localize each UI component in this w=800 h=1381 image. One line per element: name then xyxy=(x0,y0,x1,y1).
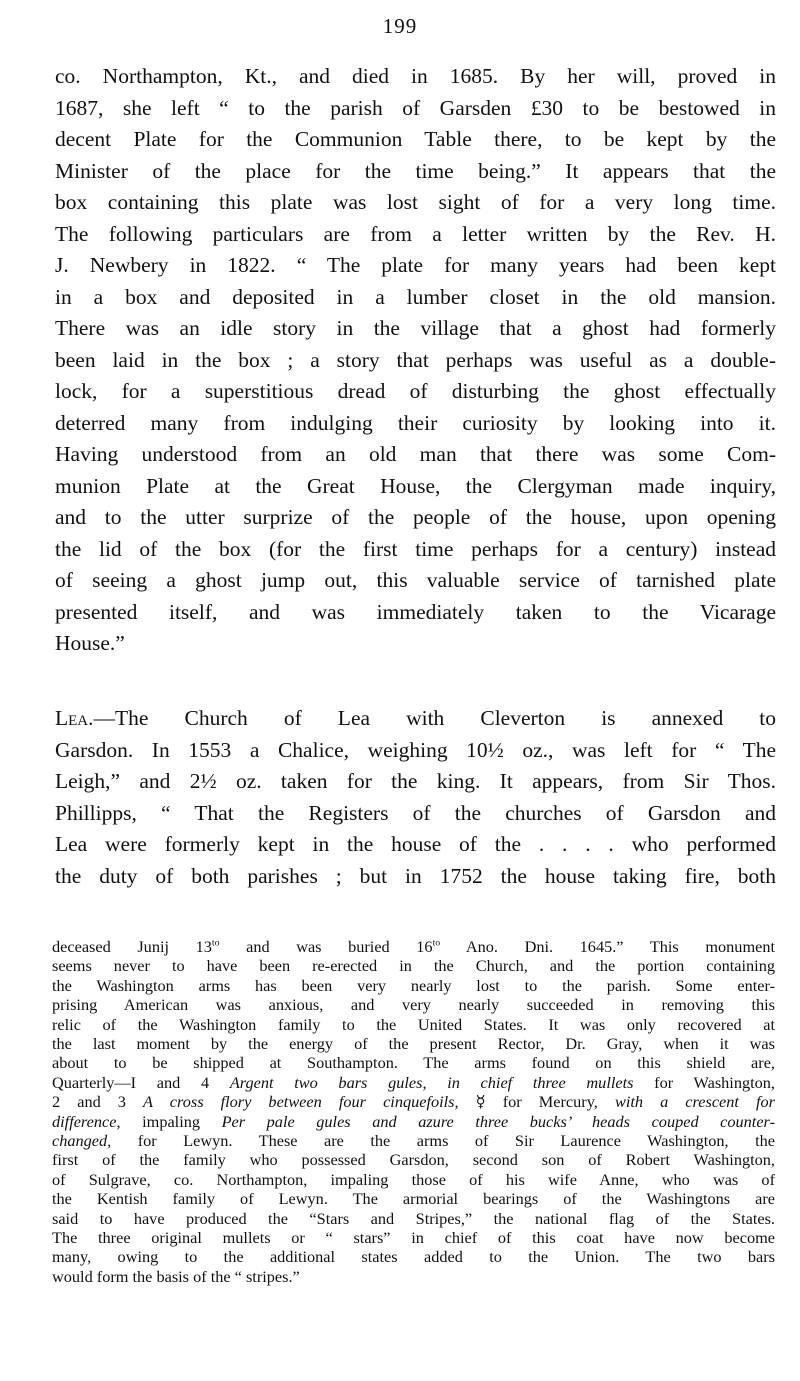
text-run: said to have produced the “Stars and Stripes,” the national flag of the States. xyxy=(52,1208,775,1228)
text-run: presented itself, and was immediately taken to the Vicarage xyxy=(55,599,776,624)
footnote-line xyxy=(52,1247,775,1266)
text-run: munion Plate at the Great House, the Clergyman made inquiry, xyxy=(55,473,776,498)
text-run: Lea. xyxy=(55,706,94,730)
text-run: 2 and 3 xyxy=(52,1092,144,1112)
italic-text: A cross flory between four cinquefoils, xyxy=(143,1092,459,1112)
italic-text: difference, xyxy=(52,1111,121,1131)
body-text-line xyxy=(55,628,776,658)
italic-text: with a crescent for xyxy=(614,1092,775,1112)
text-run: —The Church of Lea with Cleverton is annexed to xyxy=(93,706,776,730)
body-text-line xyxy=(55,565,776,595)
body-text-line xyxy=(55,534,776,564)
text-run: decent Plate for the Communion Table there, to be kept by the xyxy=(55,127,776,151)
text-run: impaling xyxy=(120,1111,222,1131)
body-text-line xyxy=(55,250,776,280)
text-run: 1687, she left “ to the parish of Garsden £30 to be bestowed in xyxy=(55,95,776,120)
footnote-line xyxy=(52,1170,775,1189)
body-text-line xyxy=(55,187,776,217)
footnote-line xyxy=(52,1015,775,1034)
text-run: about to be shipped at Southampton. The arms found on this shield are, xyxy=(52,1053,775,1073)
body-text-line xyxy=(55,124,776,154)
text-run: Quarterly—I and 4 xyxy=(52,1072,230,1092)
text-run: many, owing to the additional states added to the Union. The two bars xyxy=(52,1247,775,1267)
text-run: Ano. Dni. 1645.” This monument xyxy=(440,937,775,956)
text-run: for Washington, xyxy=(633,1072,775,1092)
text-run: deterred many from indulging their curiosity by looking into it. xyxy=(55,410,776,435)
footnote-line xyxy=(52,956,775,975)
text-run: Garsdon. In 1553 a Chalice, weighing 10½ oz., was left for “ The xyxy=(55,737,776,762)
footnote-line xyxy=(52,1228,775,1247)
footnote-line xyxy=(52,1034,775,1053)
text-run: the Kentish family of Lewyn. The armorial bearings of the Washingtons are xyxy=(52,1189,775,1209)
body-text-line xyxy=(55,93,776,123)
italic-text: Argent two bars gules, in chief three mullets xyxy=(229,1072,634,1092)
text-run: J. Newbery in 1822. “ The plate for many years had been kept xyxy=(55,253,776,277)
text-run: ☿ for Mercury, xyxy=(458,1092,615,1112)
footnote-line xyxy=(52,1189,775,1208)
text-run: Leigh,” and 2½ oz. taken for the king. It appears, from Sir Thos. xyxy=(55,769,776,793)
body-text-line xyxy=(55,502,776,532)
body-text-line xyxy=(55,861,776,891)
text-run: in a box and deposited in a lumber closet in the old mansion. xyxy=(55,284,776,309)
italic-text: changed, xyxy=(52,1131,112,1150)
body-text-line xyxy=(55,376,776,406)
text-run: Lea were formerly kept in the house of the . . . . who performed xyxy=(55,832,776,856)
text-run: and was buried 16 xyxy=(219,937,433,956)
text-run: been laid in the box ; a story that perhaps was useful as a double- xyxy=(55,347,776,372)
footnote-line xyxy=(52,1209,775,1228)
superscript: to xyxy=(211,937,220,949)
text-run: relic of the Washington family to the United States. It was only recovered at xyxy=(52,1014,775,1034)
text-run: would form the basis of the “ stripes.” xyxy=(52,1266,300,1286)
text-run: the last moment by the energy of the present Rector, Dr. Gray, when it was xyxy=(52,1034,775,1053)
superscript: to xyxy=(432,937,441,949)
body-text-line xyxy=(55,156,776,186)
footnote-line xyxy=(52,1267,775,1286)
text-run: deceased Junij 13 xyxy=(52,937,212,956)
footnote-line xyxy=(52,1112,775,1131)
text-run: box containing this plate was lost sight of for a very long time. xyxy=(55,190,776,214)
text-run: lock, for a superstitious dread of disturbing the ghost effectually xyxy=(55,379,776,403)
body-text-line xyxy=(55,471,776,501)
text-run: Phillipps, “ That the Registers of the churches of Garsdon and xyxy=(55,800,776,825)
body-text-line xyxy=(55,703,776,733)
text-run: The following particulars are from a letter written by the Rev. H. xyxy=(55,221,776,246)
body-text-line xyxy=(55,345,776,375)
text-run: The three original mullets or “ stars” in chief of this coat have now become xyxy=(52,1228,775,1247)
body-text-line xyxy=(55,766,776,796)
body-text-line xyxy=(55,829,776,859)
text-run: co. Northampton, Kt., and died in 1685. By her will, proved in xyxy=(55,64,776,88)
text-run: Minister of the place for the time being.” It appears that the xyxy=(55,158,776,183)
footnote-line xyxy=(52,1131,775,1150)
body-text-line xyxy=(55,408,776,438)
text-run: seems never to have been re-erected in the Church, and the portion containing xyxy=(52,956,775,976)
text-run: House.” xyxy=(55,631,125,655)
body-text-line xyxy=(55,61,776,91)
footnote-line xyxy=(52,1150,775,1169)
text-run: of seeing a ghost jump out, this valuable service of tarnished plate xyxy=(55,568,776,592)
text-run: There was an idle story in the village that a ghost had formerly xyxy=(55,316,776,340)
italic-text: Per pale gules and azure three bucks’ heads couped counter- xyxy=(221,1111,775,1131)
footnote-line xyxy=(52,1073,775,1092)
footnote-line xyxy=(52,1053,775,1072)
text-run: of Sulgrave, co. Northampton, impaling those of his wife Anne, who was of xyxy=(52,1169,775,1189)
text-run: Having understood from an old man that there was some Com- xyxy=(55,442,776,466)
text-run: the duty of both parishes ; but in 1752 the house taking fire, both xyxy=(55,863,776,888)
body-text-line xyxy=(55,313,776,343)
footnote-line xyxy=(52,995,775,1014)
body-text-line xyxy=(55,282,776,312)
text-run: the lid of the box (for the first time perhaps for a century) instead xyxy=(55,536,776,561)
text-run: first of the family who possessed Garsdon, second son of Robert Washington, xyxy=(52,1150,775,1170)
footnote-line xyxy=(52,937,775,956)
footnote-line xyxy=(52,976,775,995)
page-number: 199 xyxy=(382,14,418,38)
body-text-line xyxy=(55,439,776,469)
body-text-line xyxy=(55,597,776,627)
body-text-line xyxy=(55,735,776,765)
body-text-line xyxy=(55,798,776,828)
body-text-line xyxy=(55,219,776,249)
text-run: and to the utter surprize of the people of the house, upon opening xyxy=(55,505,776,529)
text-run: prising American was anxious, and very nearly succeeded in removing this xyxy=(52,995,775,1015)
footnote-line xyxy=(52,1092,775,1111)
text-run: for Lewyn. These are the arms of Sir Laurence Washington, the xyxy=(111,1131,775,1150)
text-run: the Washington arms has been very nearly lost to the parish. Some enter- xyxy=(52,975,775,995)
